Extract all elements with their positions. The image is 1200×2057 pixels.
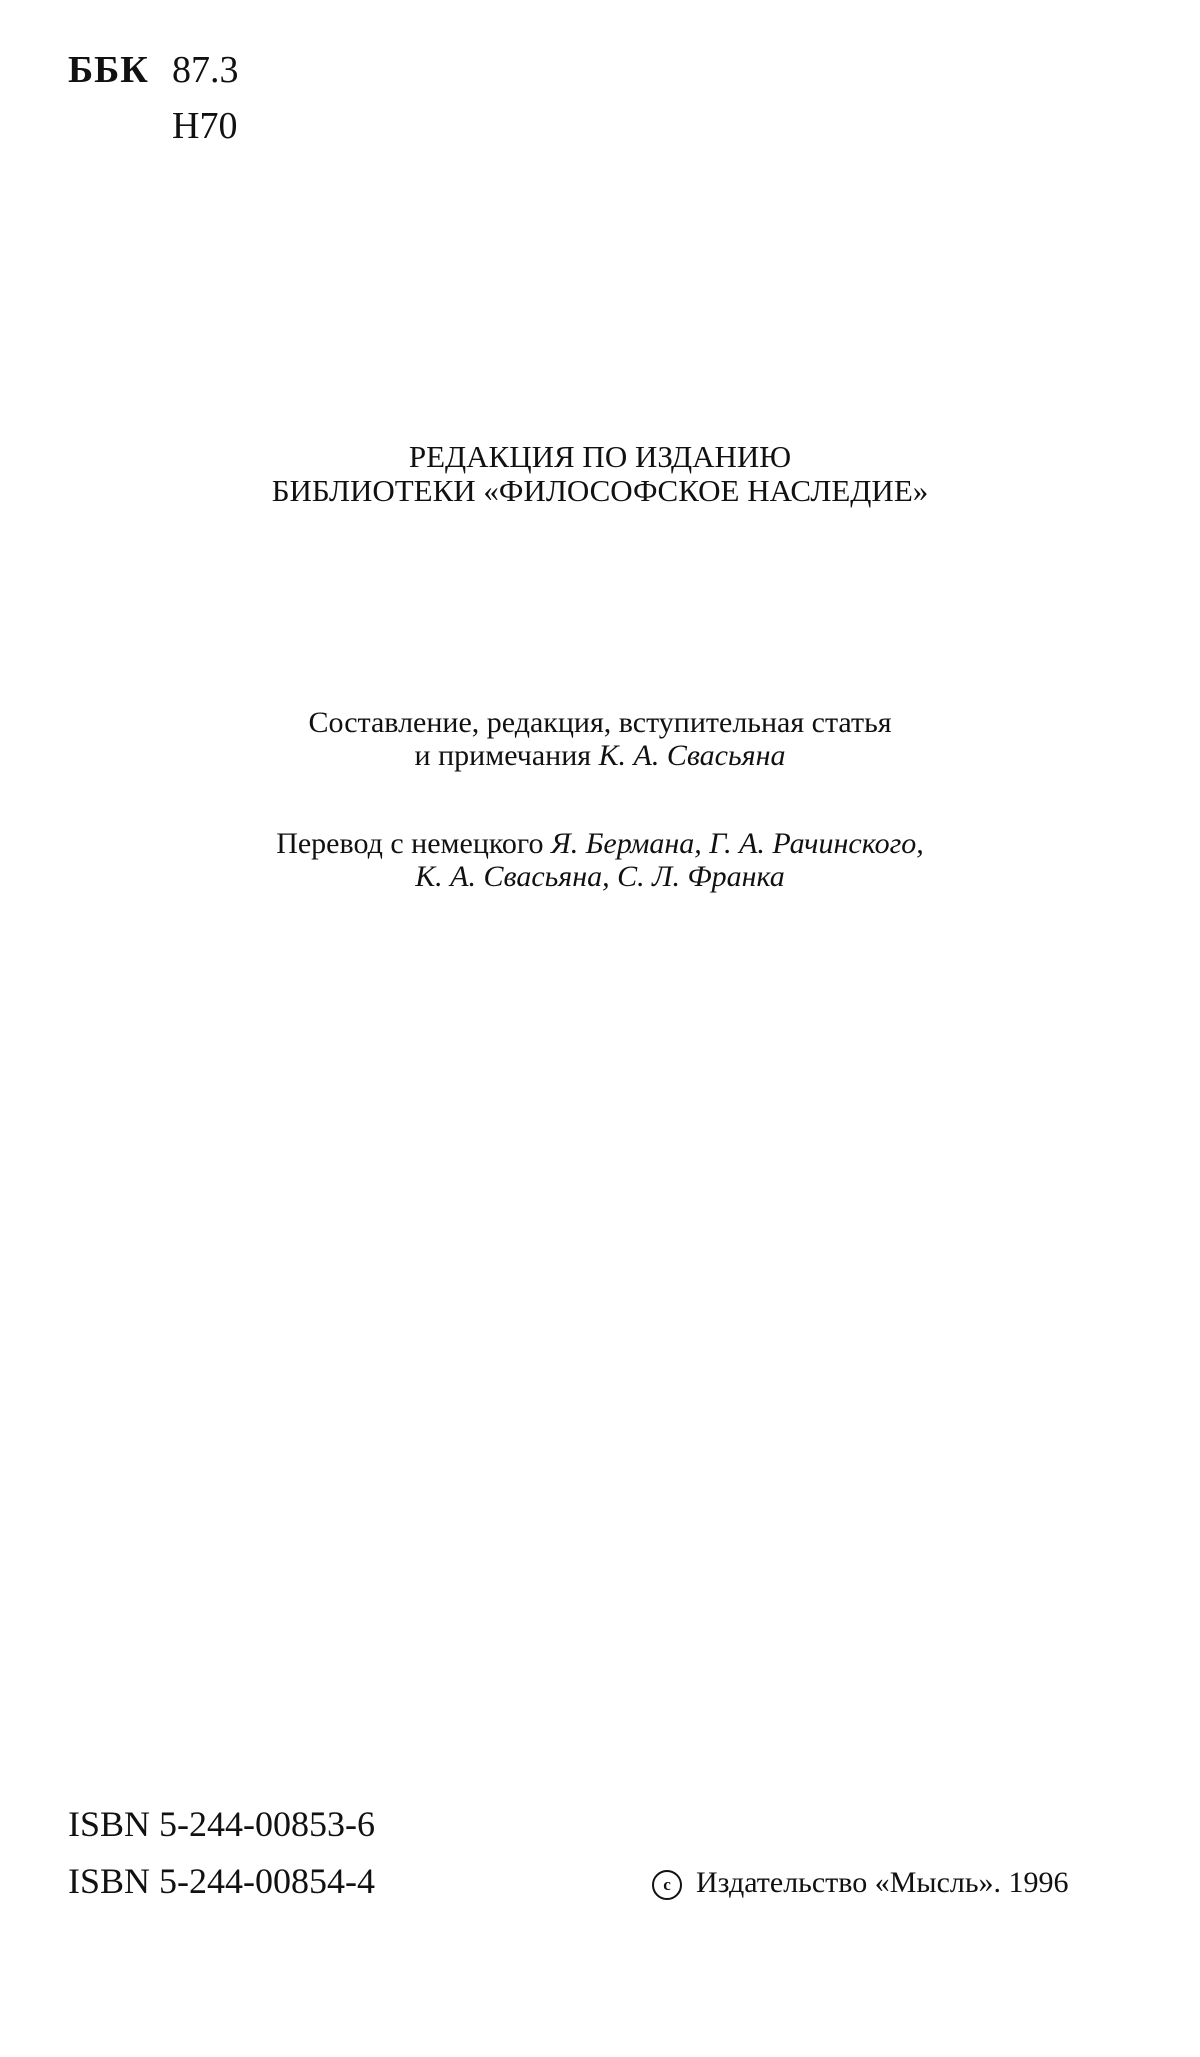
translator-names-1: Я. Бермана, Г. А. Рачинского, [551,827,924,860]
compilation-prefix: и примечания [414,739,599,772]
author-mark: Н70 [172,105,238,147]
translator-names-2: К. А. Свасьяна, С. Л. Франка [415,860,785,893]
copyright-text: Издательство «Мысль». 1996 [696,1866,1069,1899]
compilation-line-1: Составление, редакция, вступительная статья [308,706,892,739]
editorial-line-2: БИБЛИОТЕКИ «ФИЛОСОФСКОЕ НАСЛЕДИЕ» [271,473,929,508]
translation-credits [0,827,1200,893]
compilation-line-2 [0,739,1200,772]
isbn-2: ISBN 5-244-00854-4 [68,1861,375,1901]
translation-line-1 [0,827,1200,860]
copyright-notice [652,1866,1069,1900]
bbk-code: 87.3 [172,49,239,91]
compilation-credits [0,706,1200,772]
copyright-icon: c [652,1870,682,1900]
translation-prefix: Перевод с немецкого [276,827,551,860]
compiler-name: К. А. Свасьяна [598,739,786,772]
bbk-label: ББК [68,49,149,91]
isbn-1: ISBN 5-244-00853-6 [68,1804,375,1844]
editorial-line-1: РЕДАКЦИЯ ПО ИЗДАНИЮ [408,439,792,474]
editorial-board-heading [0,440,1200,508]
